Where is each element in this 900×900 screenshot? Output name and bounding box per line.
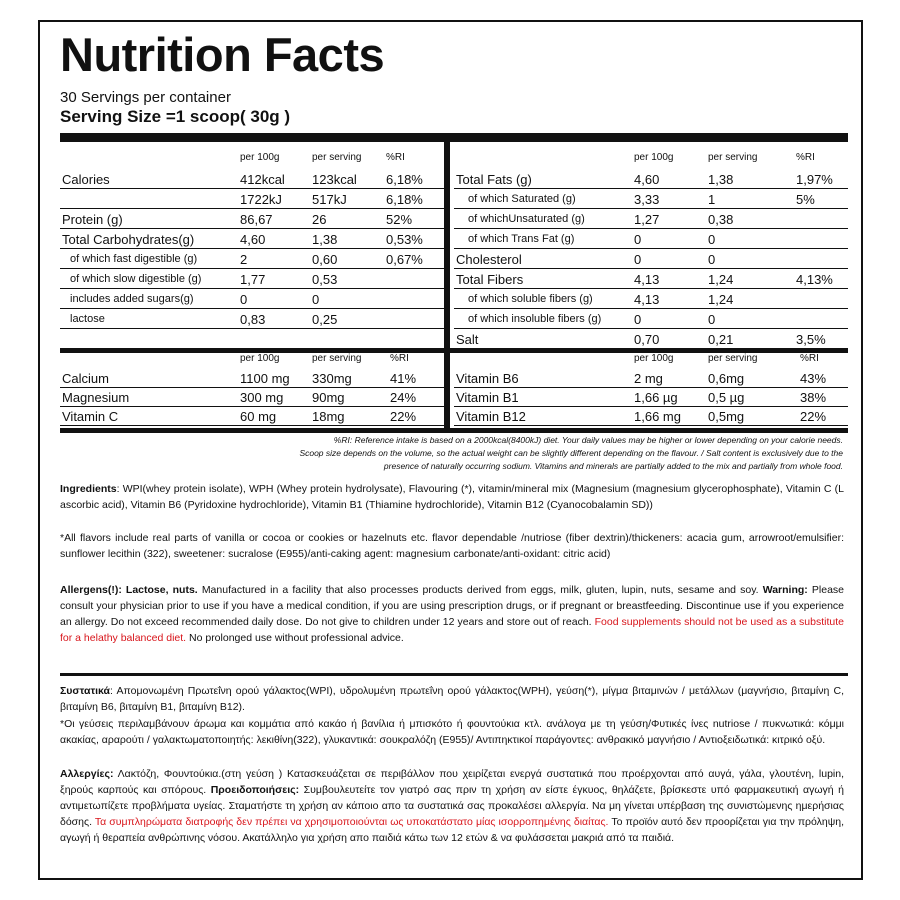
- row-value-perServing: 0,5mg: [708, 409, 745, 424]
- row-label: of which soluble fibers (g): [468, 293, 593, 305]
- table-row: [60, 310, 444, 329]
- row-value-per100: 0,83: [240, 312, 266, 327]
- row-value-ri: 22%: [390, 409, 417, 424]
- ingredients-gr: [60, 683, 844, 715]
- row-value-per100: 2 mg: [634, 371, 663, 386]
- row-label: of which insoluble fibers (g): [468, 313, 602, 325]
- page-title: Nutrition Facts: [60, 28, 385, 81]
- column-header-ri: %RI: [390, 353, 409, 364]
- column-divider: [444, 348, 450, 428]
- row-value-per100: 3,33: [634, 192, 660, 207]
- row-value-perServing: 1,24: [708, 292, 734, 307]
- row-value-ri: 38%: [800, 390, 827, 405]
- row-value-ri: 1,97%: [796, 172, 833, 187]
- row-label: Vitamin C: [62, 409, 119, 424]
- row-value-per100: 0: [240, 292, 248, 307]
- warning-label-gr: Προειδοποιήσεις:: [210, 784, 300, 796]
- table-row: [60, 369, 444, 388]
- column-header-per100: per 100g: [634, 152, 674, 163]
- row-label: Magnesium: [62, 390, 130, 405]
- row-value-per100: 86,67: [240, 212, 273, 227]
- warning-end-text: No prolonged use without professional advice.: [186, 632, 404, 644]
- row-value-ri: 4,13%: [796, 272, 833, 287]
- row-value-perServing: 1: [708, 192, 716, 207]
- flavours-en: *All flavors include real parts of vanilla or cocoa or cookies or hazelnuts etc. flavor dependable /nutriose (fiber dextrin)/thickeners: acacia gum, arrowroot/emulsifier: sunflower lecithin (322), sweetener: sucralose (E955)/anti-caking agent: magnesium carbonate/anti-oxidant: citric acid): [60, 532, 844, 560]
- row-value-per100: 1,66 mg: [634, 409, 681, 424]
- row-label: Salt: [456, 332, 479, 347]
- row-value-perServing: 517kJ: [312, 192, 347, 207]
- table-row: [454, 250, 848, 269]
- column-header-ri: %RI: [800, 353, 819, 364]
- row-value-perServing: 26: [312, 212, 327, 227]
- table-row: [454, 290, 848, 309]
- column-header-perServing: per serving: [312, 152, 362, 163]
- row-label: Total Carbohydrates(g): [62, 232, 195, 247]
- column-header-per100: per 100g: [240, 353, 280, 364]
- ingredients-label: Ingredients: [60, 483, 117, 495]
- row-value-per100: 4,13: [634, 292, 660, 307]
- row-value-perServing: 0,6mg: [708, 371, 745, 386]
- ingredients-en: [60, 481, 844, 513]
- table-row: [60, 170, 444, 189]
- table-row: [454, 407, 848, 426]
- row-value-perServing: 1,38: [312, 232, 338, 247]
- row-value-per100: 4,13: [634, 272, 660, 287]
- row-value-per100: 1,66 µg: [634, 390, 678, 405]
- row-label: Total Fats (g): [456, 172, 532, 187]
- row-value-per100: 0: [634, 232, 642, 247]
- row-value-ri: 3,5%: [796, 332, 826, 347]
- row-value-per100: 0: [634, 252, 642, 267]
- row-value-per100: 412kcal: [240, 172, 285, 187]
- table-row: [60, 290, 444, 309]
- row-label: includes added sugars(g): [70, 293, 194, 305]
- row-value-per100: 0,70: [634, 332, 660, 347]
- table-row: [454, 330, 848, 349]
- row-value-perServing: 123kcal: [312, 172, 357, 187]
- ingredients-label-gr: Συστατικά: [60, 685, 111, 697]
- row-label: Vitamin B1: [456, 390, 519, 405]
- row-value-perServing: 0,53: [312, 272, 338, 287]
- section-divider: [60, 428, 848, 433]
- column-header-ri: %RI: [796, 152, 815, 163]
- table-row: [454, 170, 848, 189]
- warning-red-text: Food supplements should not be used as a substitute for a helathy balanced diet.: [60, 616, 844, 644]
- language-divider: [60, 673, 848, 676]
- row-value-ri: 52%: [386, 212, 413, 227]
- column-header-ri: %RI: [386, 152, 405, 163]
- row-label: Protein (g): [62, 212, 123, 227]
- row-value-perServing: 0,5 µg: [708, 390, 745, 405]
- row-label: of which Saturated (g): [468, 193, 576, 205]
- row-label: Vitamin B6: [456, 371, 519, 386]
- ingredients-text-gr: : Απομονωμένη Πρωτεΐνη ορού γάλακτος(WPI), υδρολυμένη πρωτεΐνη ορού γάλακτος(WPH), γεύση(*), μίγμα βιταμινών / μετάλλων (μαγνήσιο, βιταμίνη C, βιταμίνη B6, βιταμίνη B1, βιταμίνη B12).: [60, 685, 844, 713]
- row-value-per100: 4,60: [240, 232, 266, 247]
- ri-note: %RI: Reference intake is based on a 2000kcal(8400kJ) diet. Your daily values may be higher or lower depending on your calorie needs.: [333, 435, 843, 445]
- row-value-perServing: 18mg: [312, 409, 345, 424]
- table-row: [454, 388, 848, 407]
- row-value-ri: 5%: [796, 192, 815, 207]
- table-row: [60, 388, 444, 407]
- row-value-per100: 60 mg: [240, 409, 277, 424]
- column-header-perServing: per serving: [708, 152, 758, 163]
- table-row: [60, 210, 444, 229]
- row-value-perServing: 0,21: [708, 332, 734, 347]
- row-value-per100: 300 mg: [240, 390, 284, 405]
- table-row: [454, 369, 848, 388]
- row-value-perServing: 0: [312, 292, 320, 307]
- row-value-ri: 22%: [800, 409, 827, 424]
- row-value-perServing: 0: [708, 232, 716, 247]
- scoop-note: Scoop size depends on the volume, so the actual weight can be slightly different depending on the flavour. / Salt content is exclusively due to the: [299, 448, 843, 458]
- row-label: lactose: [70, 313, 105, 325]
- allergens-text: Manufactured in a facility that also processes products derived from eggs, milk, gluten, lupin, nuts, sesame and soy.: [197, 584, 763, 596]
- warning-red-text-gr: Τα συμπληρώματα διατροφής δεν πρέπει να χρησιμοποιούνται ως υποκατάστατο μίας ισορροπημένης διαίτας.: [94, 816, 609, 828]
- row-value-ri: 41%: [390, 371, 417, 386]
- row-label: Calcium: [62, 371, 109, 386]
- row-label: of which fast digestible (g): [70, 253, 198, 265]
- row-label: of whichUnsaturated (g): [468, 213, 585, 225]
- warning-text: Please consult your physician prior to use if you have a medical condition, if you are using prescription drugs, or if pregnant or breastfeeding. Discontinue use if you experience an allergy. Do not exceed recommended daily dose. Do not give to children under 12 years and store out of reach.: [60, 584, 844, 628]
- column-header-per100: per 100g: [634, 353, 674, 364]
- row-value-ri: 6,18%: [386, 172, 423, 187]
- table-row: [454, 190, 848, 209]
- warning-end-text-gr: Το προϊόν αυτό δεν προορίζεται για την πρόληψη, αγωγή ή θεραπεία ανθρώπινης νόσου. Ακατάλληλο για χρήση απο παιδιά κάτω των 12 ετών & να φυλάσσεται μακριά από τα παιδιά.: [60, 816, 845, 844]
- allergens-text-gr: Λακτόζη, Φουντούκια.(στη γεύση ) Κατασκευάζεται σε περιβάλλον που χειρίζεται ενεργά συστατικά που προέρχονται από αυγά, γάλα, γλουτένη, lupin, ξηρούς καρπούς και σπόρους.: [60, 768, 844, 796]
- table-row: [60, 190, 444, 209]
- row-value-ri: 43%: [800, 371, 827, 386]
- row-value-per100: 1,27: [634, 212, 660, 227]
- column-header-perServing: per serving: [708, 353, 758, 364]
- row-value-ri: 0,67%: [386, 252, 423, 267]
- row-value-perServing: 0,38: [708, 212, 734, 227]
- table-row: [60, 230, 444, 249]
- serving-size: Serving Size =1 scoop( 30g ): [60, 107, 291, 126]
- column-header-per100: per 100g: [240, 152, 280, 163]
- table-row: [454, 210, 848, 229]
- row-value-ri: 6,18%: [386, 192, 423, 207]
- table-row: [454, 270, 848, 289]
- allergens-gr: [60, 766, 844, 846]
- row-value-ri: 24%: [390, 390, 417, 405]
- allergens-label-gr: Αλλεργίες:: [60, 768, 114, 780]
- row-value-perServing: 0: [708, 312, 716, 327]
- row-value-perServing: 1,24: [708, 272, 734, 287]
- row-label: of which slow digestible (g): [70, 273, 202, 285]
- table-row: [60, 270, 444, 289]
- table-row: [454, 310, 848, 329]
- row-value-perServing: 0,25: [312, 312, 338, 327]
- row-value-perServing: 1,38: [708, 172, 734, 187]
- ingredients-text: : WPI(whey protein isolate), WPH (Whey protein hydrolysate), Flavouring (*), vitamin/mineral mix (Magnesium (magnesium glycerophosphate), Vitamin C (L ascorbic acid), Vitamin B6 (Pyridoxine hydrochloride), Vitamin B1 (Thiamine hydrochloride), Vitamin B12 (Cyanocobalamin SD)): [60, 483, 844, 511]
- column-header-perServing: per serving: [312, 353, 362, 364]
- flavours-gr: *Οι γεύσεις περιλαμβάνουν άρωμα και κομμάτια από κακάο ή βανίλια ή μπισκότο ή φουντούκια κτλ. ανάλογα με τη γεύση/Φυτικές ίνες nutriose / πυκνωτικά: κόμμι ακακίας, αραρούτι / γαλακτωματοποιητής: λεκιθίνη(322), γλυκαντικά: σουκραλόζη (E955)/ Αντιπηκτικοί παράγοντες: ανθρακικό μαγνήσιο / Αντιοξειδωτικά: κιτρικό οξύ.: [60, 718, 844, 746]
- allergens-label: Allergens(!): Lactose, nuts.: [60, 584, 198, 596]
- row-value-per100: 1722kJ: [240, 192, 282, 207]
- row-label: Calories: [62, 172, 110, 187]
- row-value-perServing: 330mg: [312, 371, 352, 386]
- row-value-per100: 1100 mg: [240, 371, 290, 386]
- vitamins-note: presence of naturally occurring sodium. Vitamins and minerals are partially added to the mix and partially from whole food.: [383, 461, 843, 471]
- row-value-per100: 2: [240, 252, 248, 267]
- row-value-perServing: 90mg: [312, 390, 345, 405]
- row-label: of which Trans Fat (g): [468, 233, 575, 245]
- thick-divider: [60, 133, 848, 142]
- warning-label: Warning:: [762, 584, 808, 596]
- row-value-perServing: 0,60: [312, 252, 338, 267]
- row-label: Vitamin B12: [456, 409, 526, 424]
- table-row: [60, 407, 444, 426]
- table-row: [60, 250, 444, 269]
- servings-per-container: 30 Servings per container: [60, 89, 231, 106]
- table-row: [454, 230, 848, 249]
- row-value-per100: 0: [634, 312, 642, 327]
- allergens-en: [60, 582, 844, 646]
- row-label: Cholesterol: [456, 252, 522, 267]
- row-value-per100: 1,77: [240, 272, 266, 287]
- row-value-ri: 0,53%: [386, 232, 423, 247]
- row-value-perServing: 0: [708, 252, 716, 267]
- column-divider: [444, 142, 450, 348]
- row-value-per100: 4,60: [634, 172, 660, 187]
- warning-text-gr: Συμβουλευτείτε τον γιατρό σας πριν τη χρήση αν είστε έγκυος, θηλάζετε, βρίσκεστε υπό φαρμακευτική αγωγή ή αντιμετωπίζετε προβλήματα υγείας. Σταματήστε τη χρήση αν κάποιο απο τα συστατικά σας προκαλέσει αλλεργία. Να μη γίνεται υπέρβαση της συνιστώμενης ημερήσιας δόσης.: [60, 784, 845, 828]
- row-label: Total Fibers: [456, 272, 524, 287]
